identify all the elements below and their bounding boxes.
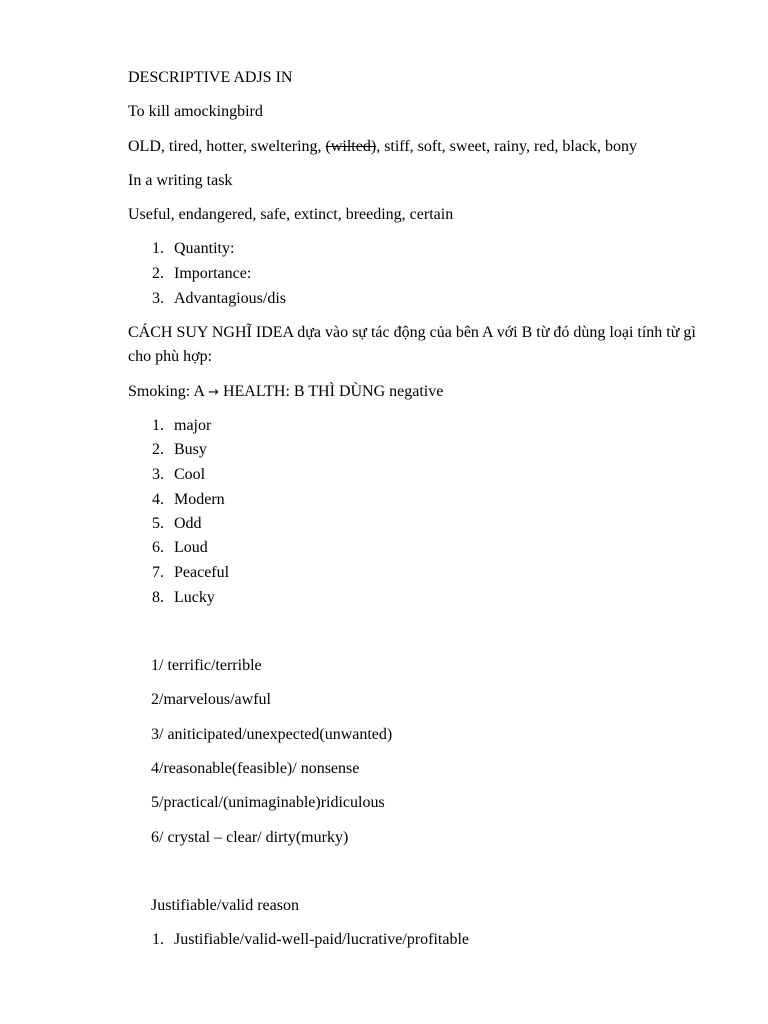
list-item: [152, 514, 202, 534]
list-text: Busy: [174, 441, 207, 458]
writing-task-adjectives-line: Useful, endangered, safe, extinct, breeding, certain: [128, 206, 454, 223]
list-number: 1.: [152, 931, 164, 948]
list-number: 1.: [152, 240, 164, 257]
list-item: [152, 239, 234, 259]
list-item: [152, 930, 469, 950]
struck-word: (wilted): [325, 138, 377, 155]
list-text: Quantity:: [174, 240, 235, 257]
list-item: [152, 465, 205, 485]
pair-line: 2/marvelous/awful: [151, 691, 271, 708]
pair-line: 6/ crystal – clear/ dirty(murky): [151, 829, 349, 846]
list-number: 8.: [152, 589, 164, 606]
list-text: major: [174, 417, 212, 434]
list-number: 3.: [152, 290, 164, 307]
pair-line: 1/ terrific/terrible: [151, 657, 262, 674]
list-number: 6.: [152, 539, 164, 556]
list-item: [152, 538, 208, 558]
list-number: 3.: [152, 466, 164, 483]
pair-line: 4/reasonable(feasible)/ nonsense: [151, 760, 360, 777]
list-item: [152, 289, 286, 309]
list-item: [152, 490, 225, 510]
justifiable-heading: Justifiable/valid reason: [151, 897, 299, 914]
list-item: [152, 264, 251, 284]
smoking-after: HEALTH: B THÌ DÙNG negative: [218, 383, 444, 400]
list-text: Advantagious/dis: [174, 290, 286, 307]
arrow-right-icon: →: [208, 385, 219, 400]
list-text: Peaceful: [174, 564, 230, 581]
document-title: DESCRIPTIVE ADJS IN: [128, 69, 293, 86]
adjectives-before: OLD, tired, hotter, sweltering,: [128, 138, 326, 155]
mockingbird-adjectives-line: [128, 137, 637, 157]
smoking-line: [128, 382, 443, 403]
writing-task-line: In a writing task: [128, 172, 233, 189]
pair-line: 5/practical/(unimaginable)ridiculous: [151, 794, 385, 811]
list-item: [152, 416, 211, 436]
list-number: 4.: [152, 491, 164, 508]
list-text: Modern: [174, 491, 225, 508]
list-item: [152, 440, 207, 460]
list-text: Justifiable/valid-well-paid/lucrative/profitable: [174, 931, 470, 948]
adjectives-after: , stiff, soft, sweet, rainy, red, black, bony: [376, 138, 638, 155]
list-text: Importance:: [174, 265, 252, 282]
list-text: Odd: [174, 515, 202, 532]
list-text: Cool: [174, 466, 206, 483]
pair-line: 3/ aniticipated/unexpected(unwanted): [151, 726, 393, 743]
method-paragraph: CÁCH SUY NGHĨ IDEA dựa vào sự tác động của bên A với B từ đó dùng loại tính từ gì cho phù hợp:: [128, 324, 696, 365]
book-title-line: To kill amockingbird: [128, 103, 263, 120]
list-item: [152, 563, 229, 583]
list-number: 1.: [152, 417, 164, 434]
list-text: Lucky: [174, 589, 215, 606]
list-text: Loud: [174, 539, 208, 556]
smoking-before: Smoking: A: [128, 383, 209, 400]
list-number: 7.: [152, 564, 164, 581]
list-number: 2.: [152, 265, 164, 282]
list-item: [152, 588, 215, 608]
list-number: 5.: [152, 515, 164, 532]
list-number: 2.: [152, 441, 164, 458]
